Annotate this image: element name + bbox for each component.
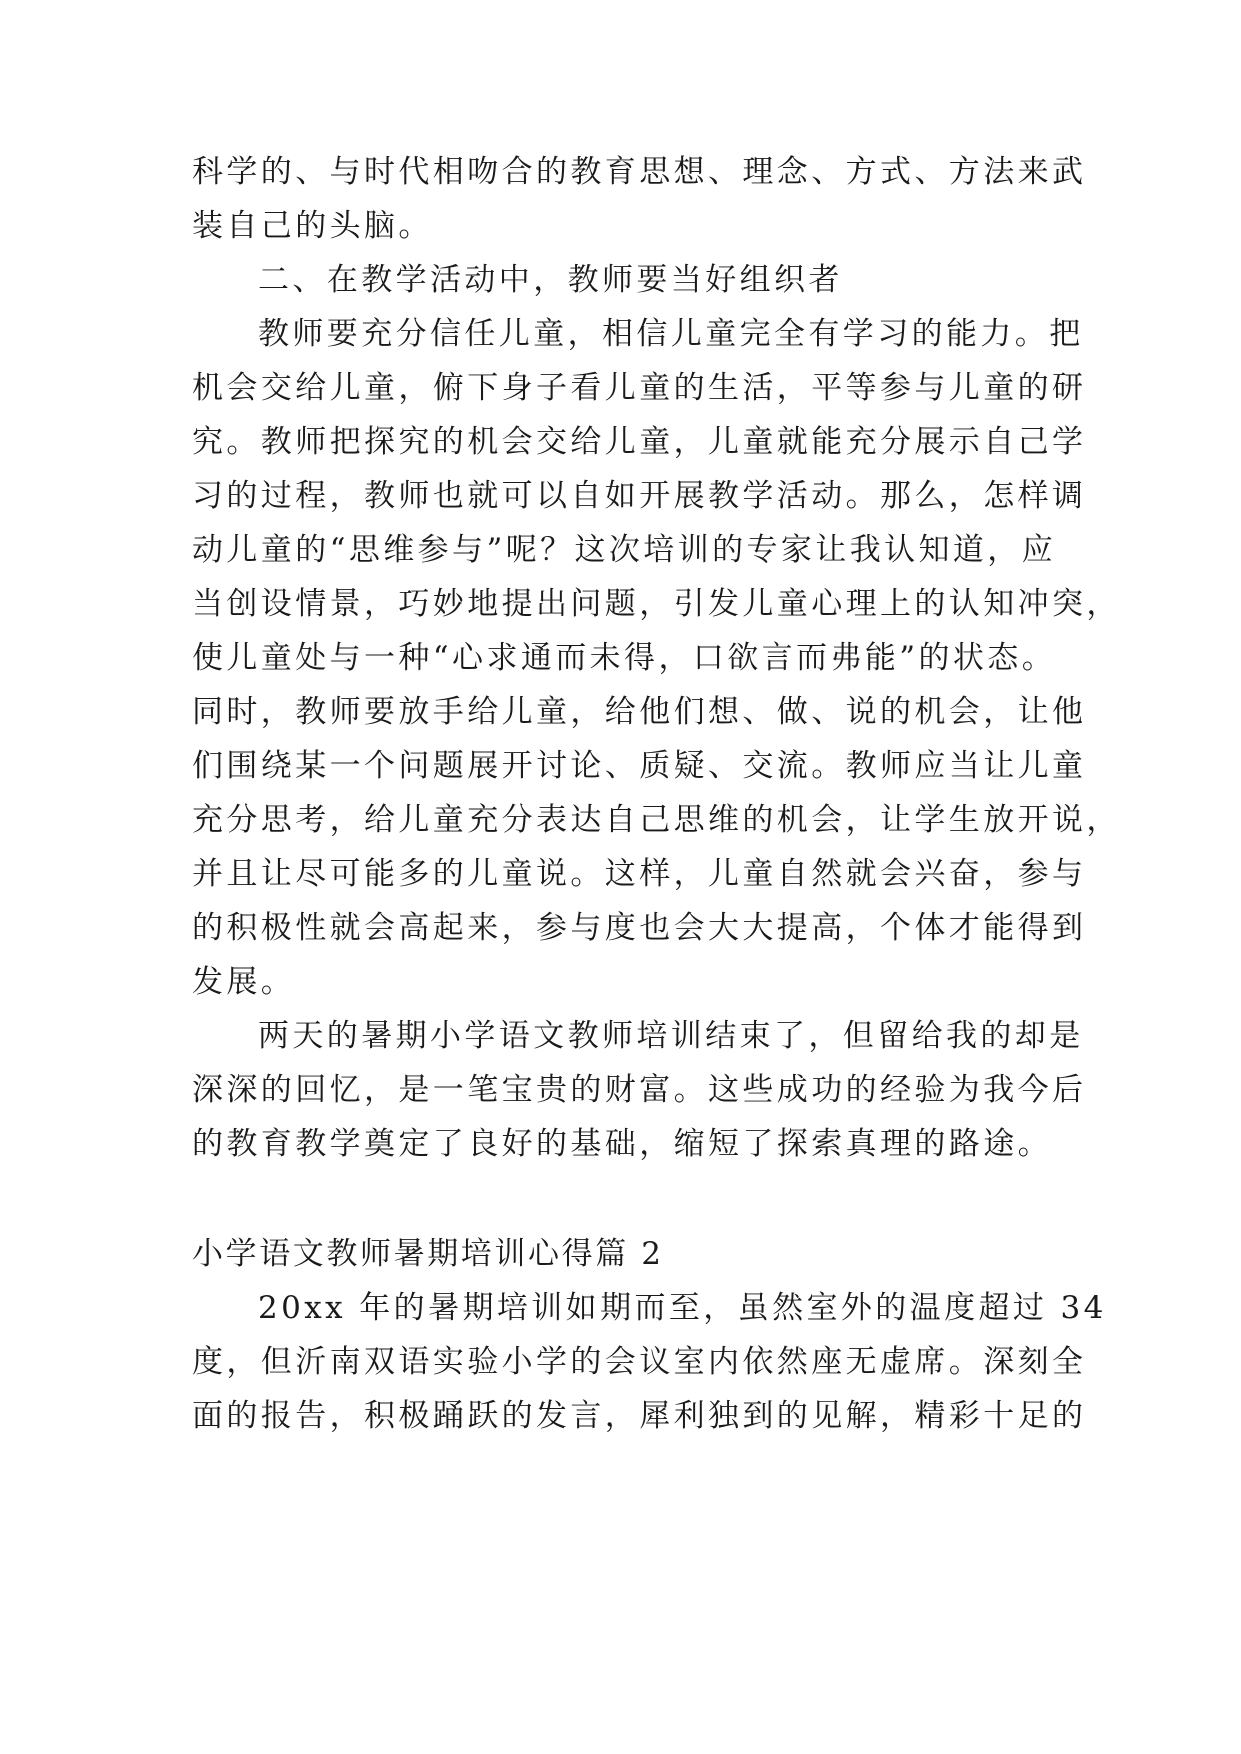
paragraph-line: 究。教师把探究的机会交给儿童，儿童就能充分展示自己学	[192, 424, 1087, 460]
paragraph-line: 教师要充分信任儿童，相信儿童完全有学习的能力。把	[258, 316, 1084, 352]
paragraph-line: 的教育教学奠定了良好的基础，缩短了探索真理的路途。	[192, 1126, 1052, 1162]
paragraph-line: 面的报告，积极踊跃的发言，犀利独到的见解，精彩十足的	[192, 1398, 1087, 1434]
paragraph-line: 同时，教师要放手给儿童，给他们想、做、说的机会，让他	[192, 694, 1087, 730]
paragraph-line: 机会交给儿童，俯下身子看儿童的生活，平等参与儿童的研	[192, 370, 1087, 406]
paragraph-line: 习的过程，教师也就可以自如开展教学活动。那么，怎样调	[192, 478, 1087, 514]
paragraph-line: 两天的暑期小学语文教师培训结束了，但留给我的却是	[258, 1018, 1084, 1054]
paragraph-line: 当创设情景，巧妙地提出问题，引发儿童心理上的认知冲突，	[192, 586, 1121, 622]
paragraph-line: 们围绕某一个问题展开讨论、质疑、交流。教师应当让儿童	[192, 748, 1087, 784]
paragraph-line: 度，但沂南双语实验小学的会议室内依然座无虚席。深刻全	[192, 1344, 1087, 1380]
paragraph-line: 使儿童处与一种“心求通而未得，口欲言而弗能”的状态。	[192, 640, 1057, 676]
article-title: 小学语文教师暑期培训心得篇 2	[192, 1236, 664, 1272]
paragraph-line: 并且让尽可能多的儿童说。这样，儿童自然就会兴奋，参与	[192, 856, 1087, 892]
paragraph-line: 动儿童的“思维参与”呢？这次培训的专家让我认知道，应	[192, 532, 1057, 568]
paragraph-line: 发展。	[192, 964, 296, 1000]
paragraph-line: 装自己的头脑。	[192, 208, 433, 244]
paragraph-line: 20xx 年的暑期培训如期而至，虽然室外的温度超过 34	[258, 1290, 1107, 1326]
section-heading: 二、在教学活动中，教师要当好组织者	[258, 262, 843, 298]
paragraph-line: 深深的回忆，是一笔宝贵的财富。这些成功的经验为我今后	[192, 1072, 1087, 1108]
paragraph-line: 科学的、与时代相吻合的教育思想、理念、方式、方法来武	[192, 154, 1087, 190]
paragraph-line: 的积极性就会高起来，参与度也会大大提高，个体才能得到	[192, 910, 1087, 946]
paragraph-line: 充分思考，给儿童充分表达自己思维的机会，让学生放开说，	[192, 802, 1121, 838]
